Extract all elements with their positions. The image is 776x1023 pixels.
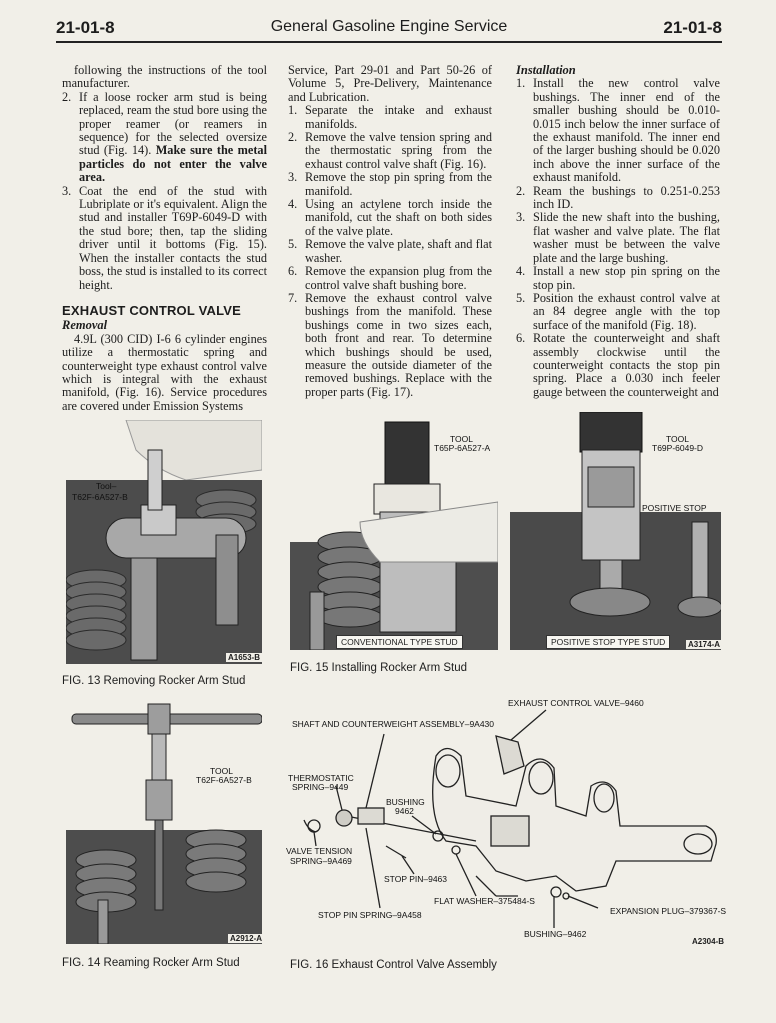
fig14-photo <box>66 700 262 944</box>
section-heading: EXHAUST CONTROL VALVE <box>62 302 241 318</box>
fig15-positive-type-label: POSITIVE STOP TYPE STUD <box>546 635 670 649</box>
list-number: 1. <box>288 103 298 118</box>
list-item <box>288 265 492 292</box>
fig13-caption: FIG. 13 Removing Rocker Arm Stud <box>62 675 246 687</box>
fig15-caption: FIG. 15 Installing Rocker Arm Stud <box>290 662 468 674</box>
list-item <box>516 185 720 212</box>
fig13-ref: A1653-B <box>228 653 261 662</box>
list-number: 3. <box>288 170 298 185</box>
installation-heading: Installation <box>516 63 576 77</box>
list-text: Remove the valve plate, shaft and flat washer. <box>305 237 492 265</box>
fig13-tool-label-2: T62F-6A527-B <box>72 492 128 502</box>
installation-steps <box>516 77 720 399</box>
list-text: If a loose rocker arm stud is being replaced, ream the stud bore using the proper reamer (or reamers in sequence) for the selected oversize stud (Fig. 14). <box>79 89 267 158</box>
list-number: 7. <box>288 290 298 305</box>
list-text: Install the new control valve bushings. The inner end of the smaller bushing should be 0.010-0.015 inch below the inner surface of the exhaust manifold. The inner end of the larger bushing should be 0.020 inch above the inner surface of the exhaust manifold. <box>533 76 720 185</box>
list-number: 5. <box>288 237 298 252</box>
fig16-label-valve-tension-2: SPRING–9A469 <box>290 856 352 866</box>
text-column-2 <box>288 64 492 399</box>
list-number: 3. <box>516 210 526 225</box>
list-item <box>516 332 720 399</box>
list-item <box>288 104 492 131</box>
list-item <box>288 171 492 198</box>
fig16-label-thermo-1: THERMOSTATIC <box>288 773 354 783</box>
list-number: 2. <box>288 130 298 145</box>
fig16-label-valve-tension-1: VALVE TENSION <box>286 846 353 856</box>
list-number: 5. <box>516 290 526 305</box>
list-text: Ream the bushings to 0.251-0.253 inch ID. <box>533 183 720 212</box>
paragraph: 4.9L (300 CID) I-6 6 cylinder engines utilize a thermostatic spring and counterweight type exhaust control valve which is integral with the exhaust manifold, (Fig. 16). Service procedures are covered under Emission Systems <box>62 331 267 413</box>
list-item <box>516 77 720 184</box>
fig16-ref: A2304-B <box>692 937 725 946</box>
list-number: 6. <box>516 331 526 346</box>
list-number: 3. <box>62 183 72 198</box>
fig15-conventional-label: CONVENTIONAL TYPE STUD <box>336 635 463 649</box>
fig15-positive-stop-label: POSITIVE STOP <box>642 503 707 513</box>
list-item <box>516 211 720 265</box>
fig14-ref: A2912-A <box>230 934 263 943</box>
fig15-tool-left-1: TOOL <box>450 434 473 444</box>
fig14-tool-label-2: T62F-6A527-B <box>196 775 252 785</box>
fig15-tool-left-2: T65P-6A527-A <box>434 443 491 453</box>
list-text: Coat the end of the stud with Lubriplate or it's equivalent. Align the stud and installer T69P-6049-D with the stud bore; then, tap the sliding driver until it bottoms (Fig. 15). When the installer contacts the stud boss, the stud is installed to its correct height. <box>79 183 267 292</box>
fig16-caption: FIG. 16 Exhaust Control Valve Assembly <box>290 959 497 971</box>
fig13-photo <box>66 420 262 664</box>
fig15-ref: A3174-A <box>688 640 721 649</box>
rocker-stud-reaming-illustration <box>66 700 262 944</box>
list-text: Position the exhaust control valve at an 84 degree angle with the top surface of the manifold (Fig. 18). <box>533 290 720 332</box>
page-number-right: 21-01-8 <box>663 18 722 37</box>
list-item <box>288 198 492 238</box>
fig14-caption: FIG. 14 Reaming Rocker Arm Stud <box>62 957 240 969</box>
list-text: Install a new stop pin spring on the stop pin. <box>533 264 720 292</box>
fig15-tool-right-2: T69P-6049-D <box>652 443 704 453</box>
text-column-1 <box>62 64 267 413</box>
removal-heading: Removal <box>62 318 108 333</box>
list-number: 2. <box>62 89 72 104</box>
paragraph: Service, Part 29-01 and Part 50-26 of Volume 5, Pre-Delivery, Maintenance and Lubrication. <box>288 63 492 104</box>
fig16-label-bushing-top-2: 9462 <box>395 806 414 816</box>
fig15-tool-right-1: TOOL <box>666 434 689 444</box>
removal-steps <box>288 104 492 399</box>
page-header <box>56 12 722 40</box>
list-item <box>62 185 267 292</box>
list-number: 2. <box>516 183 526 198</box>
list-item <box>516 265 720 292</box>
list-text: Rotate the counterweight and shaft assembly clockwise until the counterweight contacts the stop pin spring. Place a 0.030 inch feeler gauge between the counterweight and <box>533 331 720 399</box>
header-rule <box>56 41 722 43</box>
list-item <box>288 292 492 399</box>
fig16-label-expansion-plug: EXPANSION PLUG–379367-S <box>610 906 727 916</box>
fig16-label-bushing-bottom: BUSHING–9462 <box>524 929 587 939</box>
rocker-stud-removal-illustration <box>66 420 262 664</box>
page-number-left: 21-01-8 <box>56 18 115 37</box>
list-text: Remove the expansion plug from the control valve shaft bushing bore. <box>305 264 492 292</box>
text-column-3 <box>516 64 720 399</box>
list-text: Separate the intake and exhaust manifolds. <box>305 103 492 131</box>
fig14-tool-label-1: TOOL <box>210 766 233 776</box>
page-title: General Gasoline Engine Service <box>270 18 508 35</box>
fig16-label-stop-pin: STOP PIN–9463 <box>384 874 448 884</box>
list-item <box>516 292 720 332</box>
list-item <box>62 91 267 185</box>
warning-text: Make sure the metal particles do not enter the valve area. <box>79 143 267 185</box>
paragraph: following the instructions of the tool manufacturer. <box>62 63 267 91</box>
list-number: 1. <box>516 76 526 91</box>
fig16-label-flat-washer: FLAT WASHER–375484-S <box>434 896 535 906</box>
list-item <box>288 131 492 171</box>
fig16-label-shaft: SHAFT AND COUNTERWEIGHT ASSEMBLY–9A430 <box>292 719 495 729</box>
fig16-label-bushing-top-1: BUSHING <box>386 797 425 807</box>
fig16-label-stop-pin-spring: STOP PIN SPRING–9A458 <box>318 910 422 920</box>
list-text: Remove the exhaust control valve bushings from the manifold. These bushings come in two sizes each, both front and rear. To determine which bushings should be used, measure the outside diameter of the removed bushings. Replace with the proper parts (Fig. 17). <box>305 290 492 399</box>
fig16-label-exhaust-valve: EXHAUST CONTROL VALVE–9460 <box>508 698 644 708</box>
list-text: Using an actylene torch inside the manifold, cut the shaft on both sides of the valve plate. <box>305 197 492 238</box>
list-text: Slide the new shaft into the bushing, flat washer and valve plate. The flat washer must be between the valve plate and the large bushing. <box>533 210 720 265</box>
list-number: 4. <box>516 264 526 279</box>
list-number: 4. <box>288 197 298 212</box>
list-number: 6. <box>288 264 298 279</box>
fig13-tool-label-1: Tool– <box>96 481 117 491</box>
list-text: Remove the valve tension spring and the thermostatic spring from the exhaust control valve shaft (Fig. 16). <box>305 130 492 171</box>
list-text: Remove the stop pin spring from the manifold. <box>305 170 492 198</box>
fig16-label-thermo-2: SPRING–9449 <box>292 782 349 792</box>
list-item <box>288 238 492 265</box>
